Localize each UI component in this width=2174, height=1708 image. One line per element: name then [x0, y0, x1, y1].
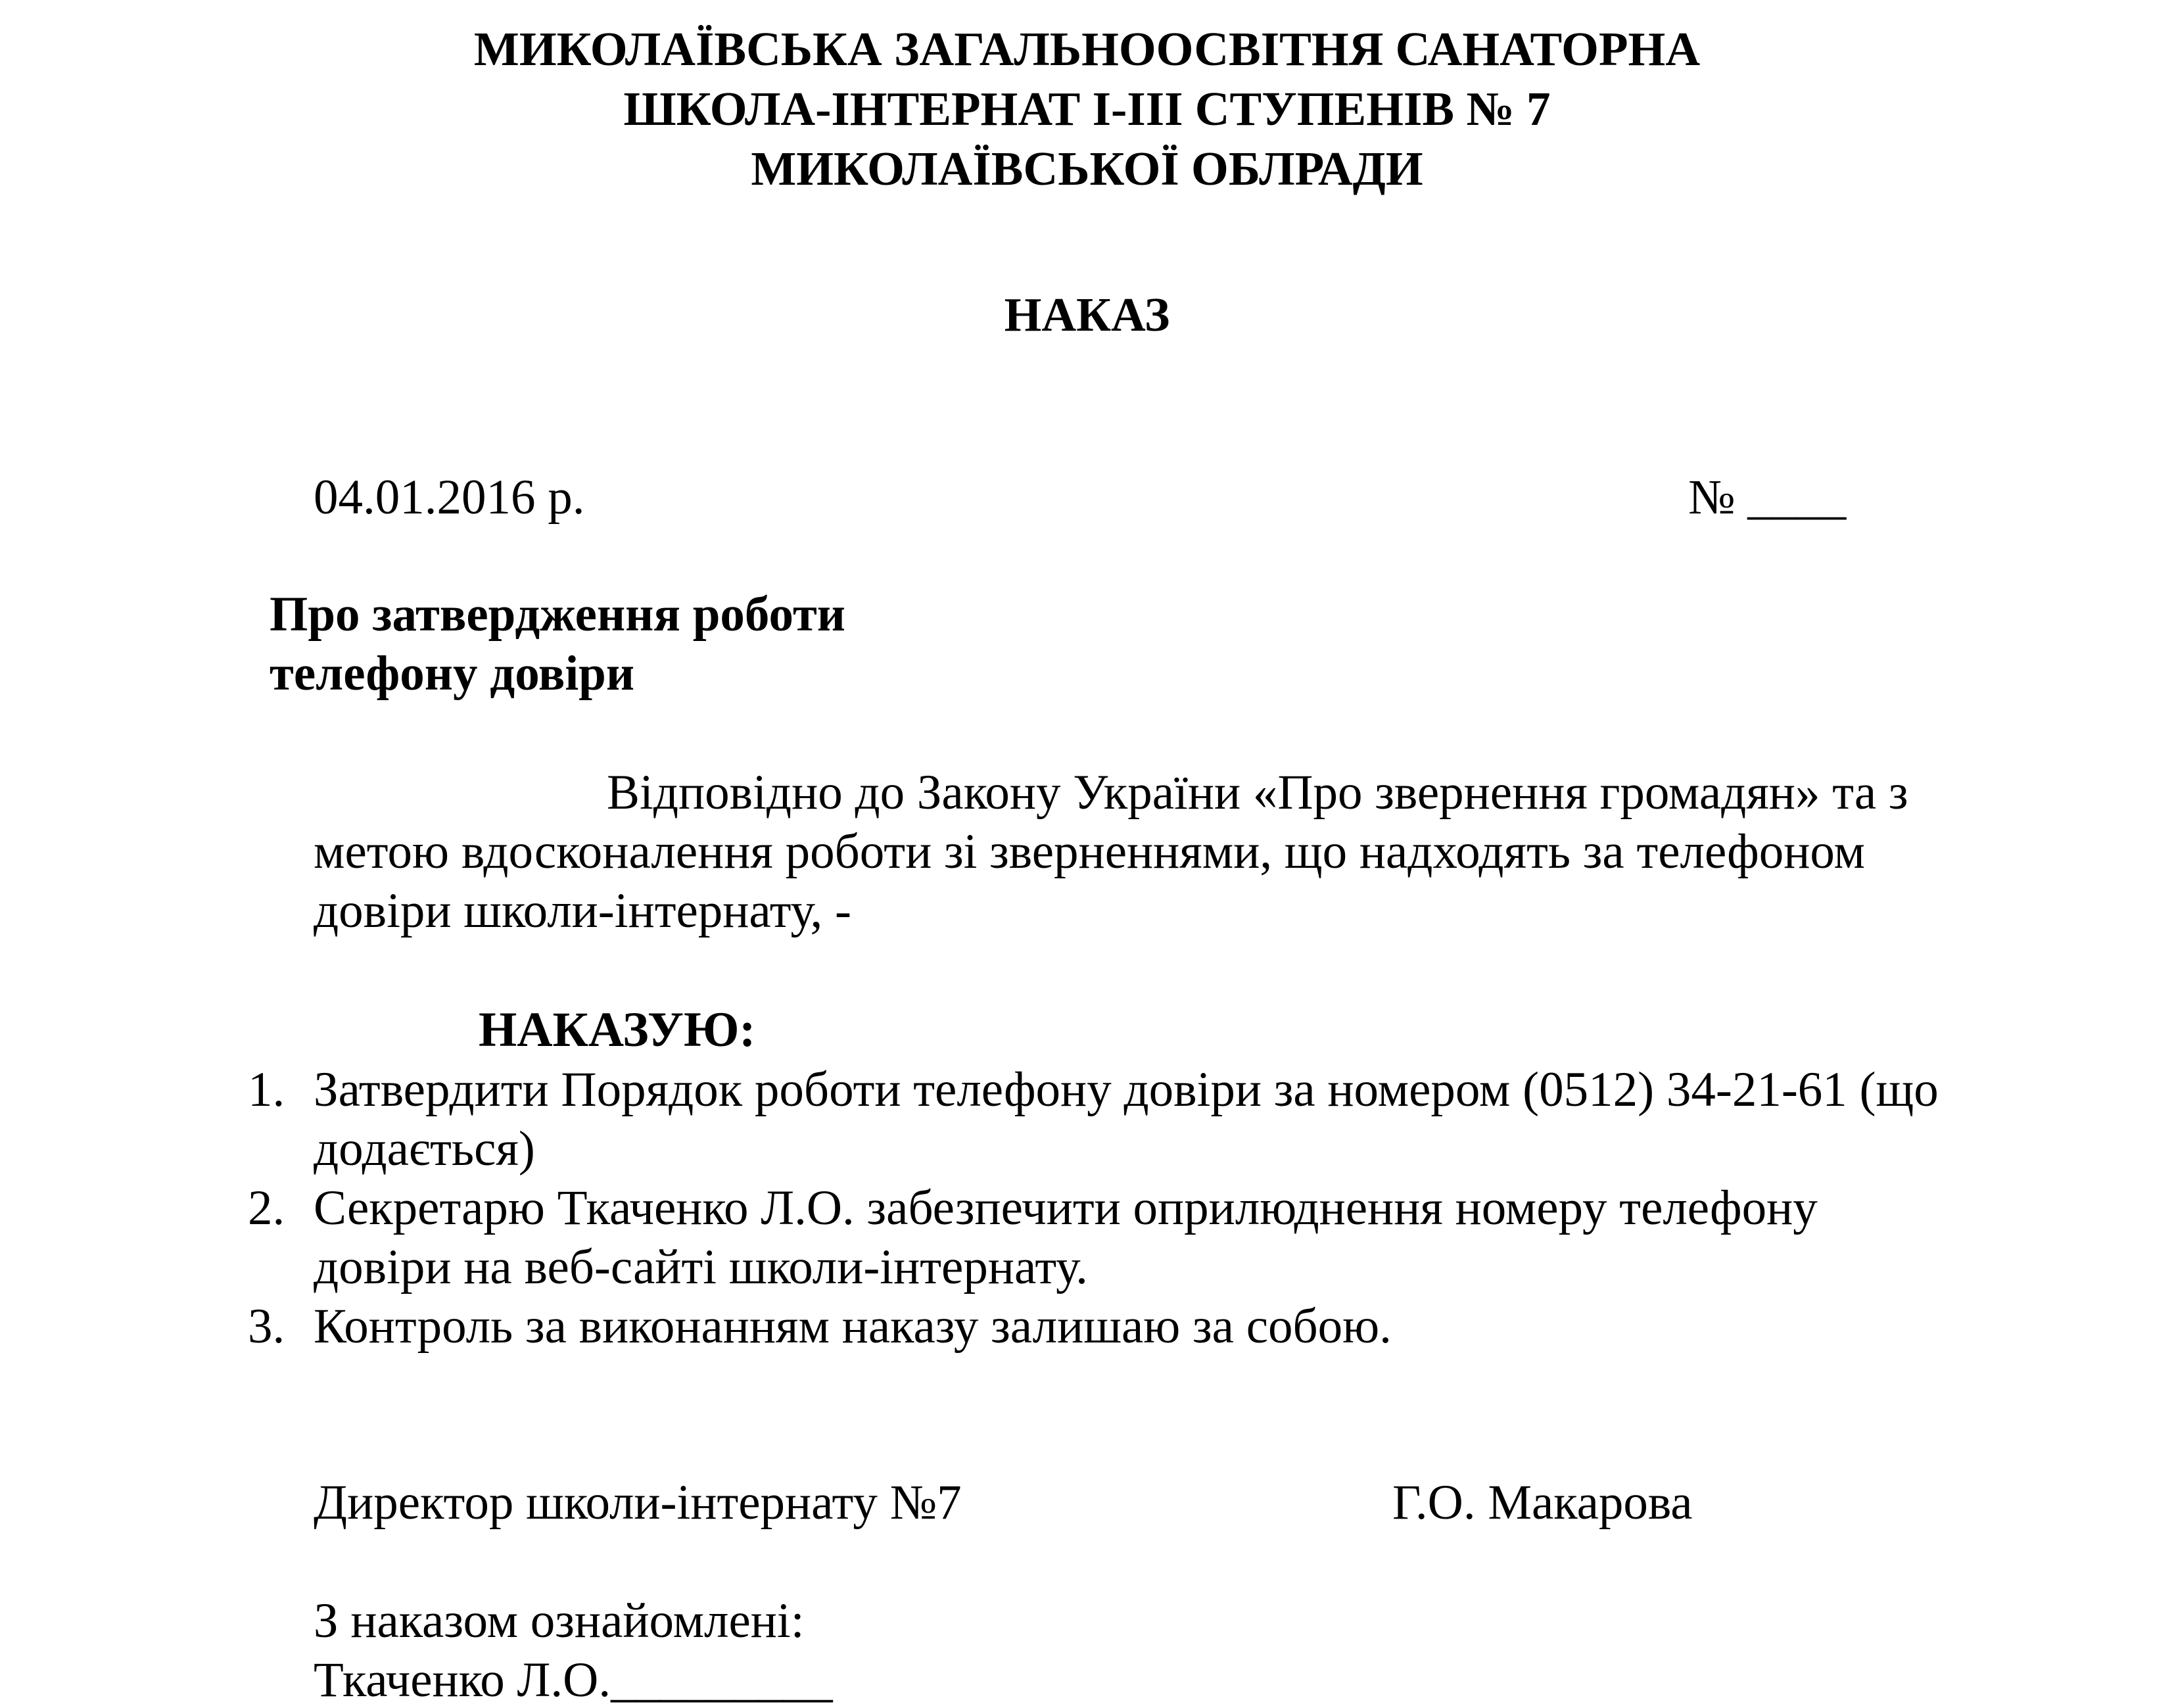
list-item-number: 2.	[248, 1181, 285, 1235]
institution-name-line-1: МИКОЛАЇВСЬКА ЗАГАЛЬНООСВІТНЯ САНАТОРНА	[473, 22, 1701, 76]
list-item-2-line-1: Секретарю Ткаченко Л.О. забезпечити оприлюднення номеру телефону	[314, 1181, 1818, 1235]
order-word: НАКАЗУЮ:	[479, 1003, 756, 1057]
preamble-line-3: довіри школи-інтернату, -	[314, 884, 852, 938]
list-item-1-line-2: додається)	[314, 1122, 535, 1176]
signature-name: Г.О. Макарова	[1392, 1475, 1693, 1530]
document-type: НАКАЗ	[1004, 288, 1170, 341]
institution-name-line-3: МИКОЛАЇВСЬКОЇ ОБЛРАДИ	[751, 142, 1423, 195]
list-item-3-line-1: Контроль за виконанням наказу залишаю за собою.	[314, 1299, 1392, 1354]
order-subject-line-1: Про затвердження роботи	[270, 587, 846, 642]
preamble-line-2: метою вдосконалення роботи зі зверненнями, що надходять за телефоном	[314, 824, 1865, 879]
list-item-2-line-2: довіри на веб-сайті школи-інтернату.	[314, 1240, 1088, 1294]
order-number: № ____	[1688, 470, 1847, 525]
acquainted-label: З наказом ознайомлені:	[314, 1594, 805, 1648]
list-item-1-line-1: Затвердити Порядок роботи телефону довіри за номером (0512) 34-21-61 (що	[314, 1062, 1939, 1117]
order-subject-line-2: телефону довіри	[270, 646, 635, 701]
institution-name-line-2: ШКОЛА-ІНТЕРНАТ І-ІІІ СТУПЕНІВ № 7	[623, 82, 1551, 135]
list-item-number: 1.	[248, 1062, 285, 1117]
signature-position: Директор школи-інтернату №7	[314, 1475, 962, 1530]
list-item-number: 3.	[248, 1299, 285, 1354]
order-date: 04.01.2016 р.	[314, 470, 585, 525]
acquainted-person: Ткаченко Л.О._________	[314, 1653, 833, 1707]
preamble-line-1: Відповідно до Закону України «Про звернення громадян» та з	[607, 765, 1908, 820]
